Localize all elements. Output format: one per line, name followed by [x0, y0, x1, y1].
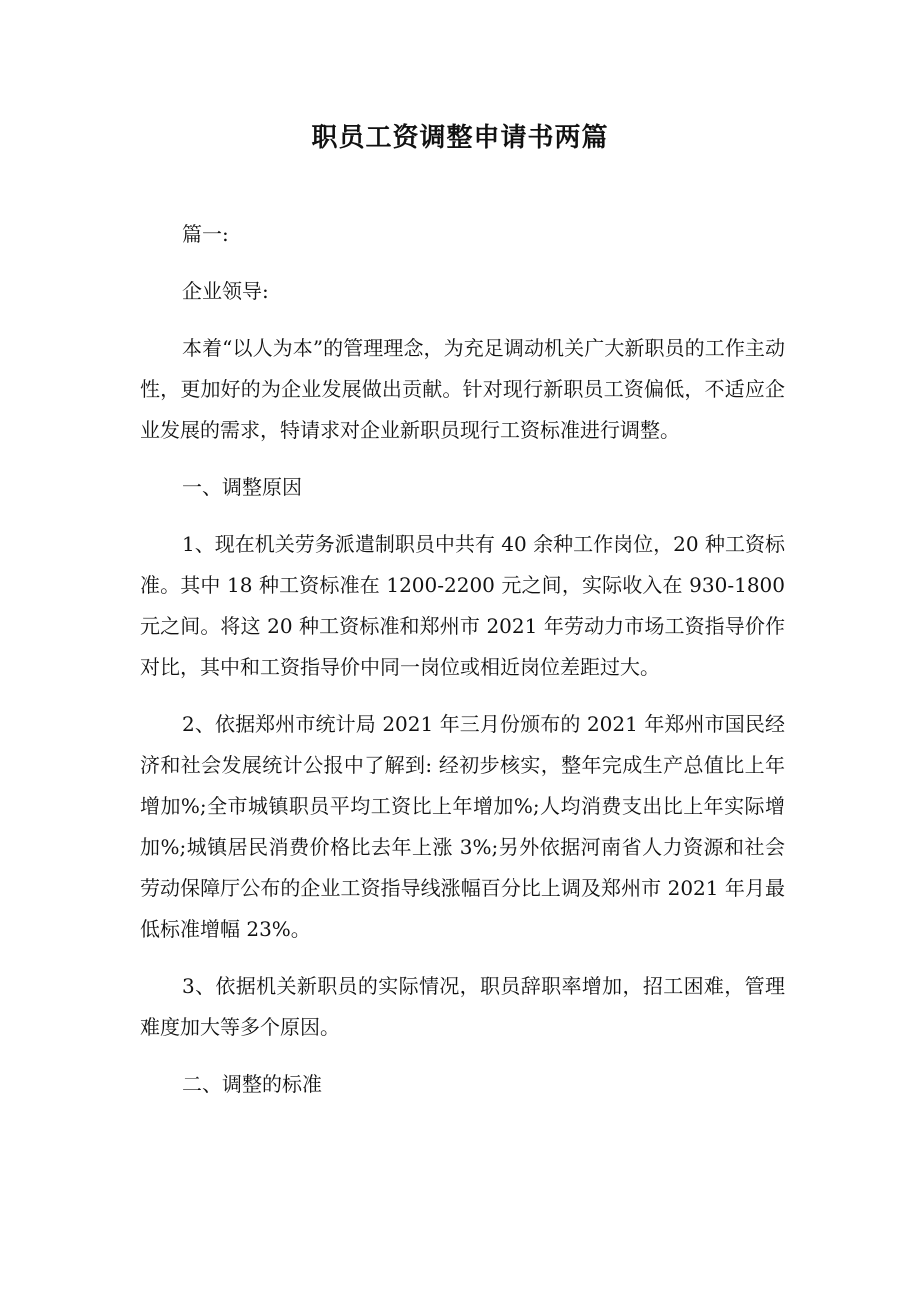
- reason-paragraph-3: 3、依据机关新职员的实际情况，职员辞职率增加，招工困难，管理难度加大等多个原因。: [140, 974, 785, 1039]
- reason-paragraph-1: 1、现在机关劳务派遣制职员中共有 40 余种工作岗位，20 种工资标准。其中 18 种工资标准在 1200-2200 元之间，实际收入在 930-1800 元之间。将这 20 种工资标准和郑州市 2021 年劳动力市场工资指导价作对比，其中和工资指导价中同一岗位或相近岗位差距过大。: [140, 532, 785, 679]
- document-body: [140, 214, 785, 1105]
- salutation: 企业领导:: [182, 279, 269, 303]
- section-label: 篇一:: [182, 222, 229, 246]
- document-title: 职员工资调整申请书两篇: [311, 123, 609, 153]
- intro-paragraph: 本着“以人为本”的管理理念，为充足调动机关广大新职员的工作主动性，更加好的为企业发展做出贡献。针对现行新职员工资偏低，不适应企业发展的需求，特请求对企业新职员现行工资标准进行调整。: [140, 336, 785, 442]
- heading-adjustment-standard: 二、调整的标准: [182, 1072, 322, 1096]
- reason-paragraph-2: 2、依据郑州市统计局 2021 年三月份颁布的 2021 年郑州市国民经济和社会发展统计公报中了解到: 经初步核实，整年完成生产总值比上年增加%;全市城镇职员平均工资比上年增加%;人均消费支出比上年实际增加%;城镇居民消费价格比去年上涨 3%;另外依据河南省人力资源和社会劳动保障厅公布的企业工资指导线涨幅百分比上调及郑州市 2021 年月最低标准增幅 23%。: [140, 712, 785, 941]
- heading-adjustment-reasons: 一、调整原因: [182, 475, 302, 499]
